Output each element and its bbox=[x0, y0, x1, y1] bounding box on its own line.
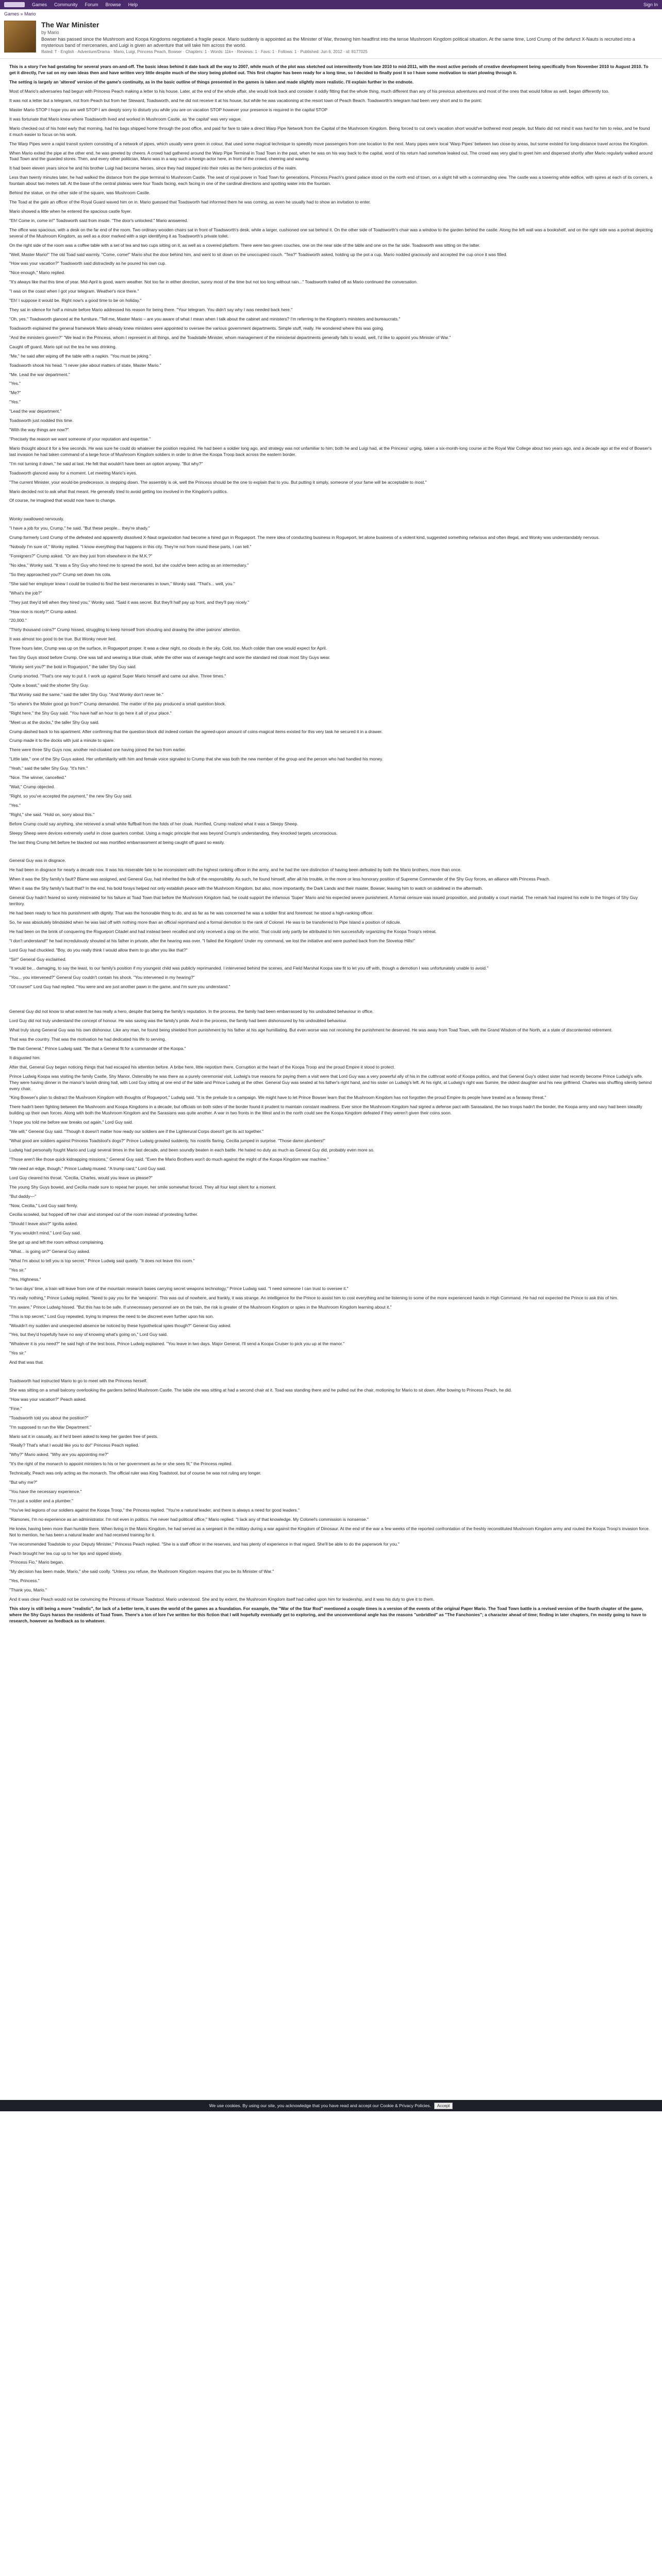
story-paragraph: "Wouldn't my sudden and unexpected absence be noticed by these hypothetical spies though?" General Guy asked. bbox=[9, 1323, 231, 1328]
nav-item-forum[interactable]: Forum bbox=[85, 2, 98, 7]
story-paragraph: "Wonky sent you?" the bold in Rogueport," the taller Shy Guy said. bbox=[9, 664, 137, 670]
story-paragraph: Behind the statue, on the other side of the square, was Mushroom Castle. bbox=[9, 190, 151, 196]
story-paragraph: Crump formerly Lord Crump of the defeated and apparently dissolved X-Naut organization had become a hired gun in Rogueport. The mere idea of conducting business in Rogueport, let alone business of a violent kind, suggested something nefarious and often illegal, and Wonky was understandably nervous. bbox=[9, 535, 600, 540]
story-paragraph: "How nice is nicely?" Crump asked. bbox=[9, 608, 77, 614]
story-paragraph: Ludwig had personally fought Mario and Luigi several times in the last decade, and been soundly beaten in each battle. He hated no duty as much as General Guy did, probably even more so. bbox=[9, 1147, 375, 1153]
story-paragraph: Lord Guy cleared his throat. "Cecilia, Charles, would you leave us please?" bbox=[9, 1175, 153, 1180]
story-paragraph: "Well, Master Mario!" The old Toad said warmly. "Come, come!" Mario shut the door behind him, and went to sit down on the unoccupied couch. "Tea?" Toadsworth asked, holding up the pot a cup. Mario nodded graciously and accepted the cup once it was filled. bbox=[9, 251, 507, 257]
story-paragraph: "Now, Cecilia," Lord Guy said firmly. bbox=[9, 1202, 78, 1208]
story-paragraph: "You... you intervened?" General Guy couldn't contain his shock. "You intervened in my hearing?" bbox=[9, 975, 195, 980]
story-paragraph: Master Mario STOP I hope you are well STOP I am deeply sorry to disturb you while you are on vacation STOP however your presence is required in the capital STOP bbox=[9, 107, 328, 112]
story-paragraph: "I have a job for you, Crump," he said. "But these people... they're shady." bbox=[9, 526, 150, 531]
cookie-spacer bbox=[9, 993, 653, 1009]
story-paragraph: "I've recommended Toadstole to your Deputy Minister," Princess Peach replied. "She is a staff officer in the reserves, and has plenty of experience in that regard. She'll be able to do the paperwork for you." bbox=[9, 1541, 400, 1547]
story-paragraph: Mario thought about it for a few seconds. He was sure he could do whatever the position required. He had been a soldier long ago, and strategy was not unfamiliar to him; both he and Luigi had, at the Princess' urging, taken a six-month-long course at the Royal War College about two years ago, and a decade ago at the end of Bowser's last invasion he had taken command of a large force of Mushroom Kingdom soldiers in order to drive the Koopa Troop back across the eastern border. bbox=[9, 445, 652, 457]
top-nav-bar bbox=[0, 0, 662, 9]
story-paragraph: "Yes sir." bbox=[9, 1350, 26, 1356]
story-paragraph: "But Wonky said the same," said the taller Shy Guy. "And Wonky don't never lie." bbox=[9, 691, 163, 697]
story-paragraph: Mario showed a little when he entered the spacious castle foyer. bbox=[9, 208, 132, 214]
story-title: The War Minister bbox=[41, 21, 100, 29]
story-section-5 bbox=[9, 1378, 653, 1603]
story-paragraph: "Yes, Princess." bbox=[9, 1578, 40, 1584]
story-paragraph: "Yeah," said the taller Shy Guy. "It's him." bbox=[9, 766, 88, 771]
story-paragraph: "But why me?" bbox=[9, 1480, 38, 1485]
story-paragraph: The Toad at the gate an officer of the Royal Guard waved him on in. Mario guessed that Toadsworth had informed them he was coming, as even he usually had to show an invitation to enter. bbox=[9, 199, 371, 205]
story-paragraph: Mario sat it in casually, as if he'd been asked to keep her garden free of pests. bbox=[9, 1433, 158, 1439]
story-paragraph: "If you wouldn't mind," Lord Guy said. bbox=[9, 1230, 81, 1236]
story-paragraph: "Yes, Highness." bbox=[9, 1276, 41, 1282]
story-paragraph: "What good are soldiers against Princess Toadstool's dogs?" Prince Ludwig growled suddenly, his nostrils flaring. Cecilia jumped in surprise. "Those damn plumbers!" bbox=[9, 1138, 325, 1144]
story-paragraph: "Little late," one of the Shy Guys asked. Her unfamiliarity with him and female voice signaled to Crump that she was both the new member of the group and the person who had handled his money. bbox=[9, 756, 384, 762]
story-cover-image bbox=[4, 21, 36, 53]
nav-item-games[interactable]: Games bbox=[32, 2, 47, 7]
story-paragraph: "King Bowser's plan to distract the Mushroom Kingdom with thoughts of Rogueport," Ludwig said. "It is the prelude to a campaign. We might have to let Prince Bowser learn that the Mushroom Kingdom has not forgotten the proud Empire its people have treated as a faraway threat." bbox=[9, 1095, 547, 1100]
story-paragraph: "Should I leave also?" Ignitia asked. bbox=[9, 1221, 78, 1227]
story-paragraph: What truly stung General Guy was his own dishonour. Like any man, he found being shielded from punishment by his father at his age humiliating. But even worse was not receiving the punishment he deserved. He was away from Toad Town, with the Grand Wisdom of the North, at a state of discontented retirement. bbox=[9, 1027, 613, 1033]
story-paragraph: It was not a letter but a telegram, not from Peach but from her Steward, Toadsworth, and he did not receive it at his house, but while he was vacationing at the resort town of Peach Beach. Toadsworth's telegram had been very short and to the point: bbox=[9, 97, 482, 103]
story-paragraph: "Why?" Mario asked. "Why are you appointing me?" bbox=[9, 1452, 109, 1458]
story-paragraph: "Nice. The winner, cancelled." bbox=[9, 775, 67, 781]
story-paragraph: Three hours later, Crump was up on the surface, in Rogueport proper. It was a clear night, no clouds in the sky. Cold, too. Much colder than one would expect for April. bbox=[9, 646, 327, 651]
story-paragraph: Before Crump could say anything, she retrieved a small white fluffball from the folds of her cloak. Horrified, Crump realized what it was a Sleepy Sheep. bbox=[9, 821, 299, 826]
story-paragraph: He had been ready to face his punishment with dignity. That was the honorable thing to do, and as far as he was concerned he was a soldier first and foremost: he stood a high-ranking officer. bbox=[9, 910, 374, 916]
story-paragraph: "No idea," Wonky said. "It was a Shy Guy who hired me to spread the word, but she could've been acting as an intermediary." bbox=[9, 562, 249, 568]
story-paragraph: He had been on the brink of conquering the Rogueport Citadel and had instead been recalled and only received a slap on the wrist. That could only partly be attributed to him successfully organizing the Koopa Troop's retreat. bbox=[9, 928, 437, 934]
story-paragraph: On the right side of the room was a coffee table with a set of tea and two cups sitting on it, as well as a covered platform. There were two green couches, one on the near side of the table and one on the far side. Toadsworth was sitting on the latter. bbox=[9, 242, 481, 248]
story-paragraph: "She said her employer knew I could be trusted to find the best mercenaries in town," Wonky said. "That's... well, you." bbox=[9, 581, 235, 586]
story-paragraph: "The current Minister, your would-be predecessor, is stepping down. The assembly is ok, well the Princess should be the one to explain that to you. But putting it simply, someone of your fame will be acceptable to most." bbox=[9, 479, 427, 485]
story-paragraph: "Me?" bbox=[9, 390, 21, 396]
author-note-setting: The setting is largely an 'altered' version of the game's continuity, as in the basic outline of things presented in the games is taken and made slightly more realistic. I'll explain further in the endnote. bbox=[9, 79, 414, 85]
story-paragraph: Cecilia scowled, but hopped off her chair and stomped out of the room instead of protesting further. bbox=[9, 1212, 198, 1217]
story-paragraph: "Lead the war department." bbox=[9, 409, 62, 414]
nav-item-help[interactable]: Help bbox=[128, 2, 138, 7]
section-divider bbox=[9, 507, 653, 513]
story-paragraph: "Oh, yes." Toadsworth glanced at the furniture. "Tell me, Master Mario – are you aware of what I mean when I talk about the cabinet and ministers? I'm referring to the Kingdom's ministers and bureaucrats." bbox=[9, 316, 401, 322]
story-paragraph: Crump dashed back to his apartment. After confirming that the question block did indeed contain the agreed-upon amount of coins-magical items existed for this very task he secured it in a drawer. bbox=[9, 728, 383, 734]
story-paragraph: That was the country. That was the motivation he had dedicated his life to serving. bbox=[9, 1037, 166, 1042]
cookie-accept-button[interactable]: Accept bbox=[434, 2103, 453, 2109]
section-divider bbox=[9, 1369, 653, 1375]
story-paragraph: Lord Guy did not truly understand the concept of honour. He was saving was the family's pride. And in the process, the family had been dishonoured by his undoubted behaviour. bbox=[9, 1018, 347, 1024]
cookie-banner bbox=[0, 2100, 662, 2111]
story-paragraph: Less than twenty minutes later, he had walked the distance from the pipe terminal to Mushroom Castle. The seat of royal power in Toad Town for generations, Princess Peach's grand palace stood on the north end of town, on a slight hill with a commanding view. The castle was a towering white edifice, with spires at each of its corners, a fountain about two meters tall. At the base of the central plateau were four Toads facing, each facing in one of the cardinal directions and spotting water into the fountain. bbox=[9, 175, 653, 187]
story-paragraph: And it was clear Peach would not be convincing the Princess of House Toadstool. Mario understood. She and by extent, the Mushroom Kingdom itself had called upon him for leadership, and it was his duty to give it to them. bbox=[9, 1597, 435, 1602]
story-paragraph: "You have the necessary experience." bbox=[9, 1489, 82, 1495]
story-paragraph: It disgusted him. bbox=[9, 1055, 41, 1060]
story-paragraph: "Yes sir." bbox=[9, 1267, 26, 1273]
story-paragraph: "Foreigners?" Crump asked. "Or are they just from elsewhere in the M.K.?" bbox=[9, 553, 153, 558]
story-paragraph: "With the way things are now?" bbox=[9, 427, 69, 433]
story-paragraph: "I'm not turning it down," he said at last. He felt that wouldn't have been an option anyway. "But why?" bbox=[9, 461, 203, 466]
story-paragraph: "20,000." bbox=[9, 618, 27, 623]
story-paragraph: Toadsworth explained the general framework Mario already knew ministers were appointed to oversee the various government departments. Simple stuff, really. He wondered where this was going. bbox=[9, 325, 384, 331]
author-note-intro: This is a story I've had gestating for several years on-and-off. The basic ideas behind it date back all the way to 2007, while much of the plot was sketched out intermittently from late 2010 to mid-2011, with the most active periods of creative development being specifically from November 2010 to August 2010. To get it directly, I've sat on my own ideas then and have written very little despite much of the story being plotted out. This first chapter has been ready for a long time, so I decided to finally post it so I have some motivation to start plowing through it. bbox=[9, 64, 649, 76]
story-paragraph: It had been eleven years since he and his brother Luigi had become heroes, since they had stepped into their roles as the hero protectors of the realm. bbox=[9, 165, 297, 171]
story-paragraph: "What... is going on?" General Guy asked. bbox=[9, 1249, 90, 1255]
story-paragraph: Crump made it to the docks with just a minute to spare. bbox=[9, 738, 115, 743]
story-paragraph: "Eh! I suppose it would be. Right now's a good time to be on holiday." bbox=[9, 298, 142, 303]
story-paragraph: The young Shy Guys bowed, and Cecilia made sure to repeat her prayer, her smile somewhat forced. They all four kept silent for a moment. bbox=[9, 1184, 276, 1190]
story-paragraph: "Princess Fio," Mario began. bbox=[9, 1560, 64, 1565]
story-paragraph: "Those aren't like those quick kidnapping missions," General Guy said. "Even the Mario Brothers won't do much against the might of the Koopa Kingdom war machine." bbox=[9, 1156, 329, 1162]
story-paragraph: Caught off guard, Mario spit out the tea he was drinking. bbox=[9, 344, 117, 349]
sign-in-link[interactable]: Sign In bbox=[643, 2, 658, 7]
author-endnote: This story is still being a more "realistic", for lack of a better term, it uses the world of the games as a foundation. For example, the "War of the Star Rod" mentioned a couple times is a version of the events of the original Paper Mario. The Toad Town battle is a revised version of the fourth chapter of the game, where the Shy Guys harass the residents of Toad Town. There's a ton of lore I've written for this fiction that I will hopefully eventually get to exploring, and the unconventional angle has the reasons "unbridled" as "The Fanchonies"; a character ahead of time; finding in later chapters, I'm mostly going to have to research, however as feedback as to whatever. bbox=[9, 1606, 647, 1623]
story-paragraph: "My decision has been made, Mario," she said coolly. "Unless you refuse, the Mushroom Kingdom requires that you be its Minister of War." bbox=[9, 1569, 274, 1574]
story-paragraph: "I hope you told me before war breaks out again," Lord Guy said. bbox=[9, 1120, 134, 1125]
story-paragraph: "Nice enough," Mario replied. bbox=[9, 270, 65, 276]
story-author[interactable]: by Mario bbox=[41, 30, 59, 35]
story-content bbox=[0, 59, 662, 1627]
story-paragraph: So, he was absolutely blindsided when he was laid off with nothing more than an official reprimand and a formal demotion to the rank of Colonel. He was to be transferred to Pipe Island a position of ridicule. bbox=[9, 919, 401, 925]
story-paragraph: "Fine." bbox=[9, 1405, 22, 1411]
story-paragraph: "What I'm about to tell you is top secret," Prince Ludwig said quietly. "It does not leave this room." bbox=[9, 1258, 195, 1264]
story-paragraph: Lord Guy had chuckled. "Boy, do you really think I would allow them to go after you like that?" bbox=[9, 947, 188, 953]
site-logo[interactable] bbox=[4, 2, 25, 7]
story-paragraph: General Guy did not know to what extent he has really a hero, despite that being the family's reputation. In the process, the family had been embarrassed by his undoubted behaviour in office. bbox=[9, 1009, 374, 1014]
story-paragraph: She was sitting on a small balcony overlooking the gardens behind Mushroom Castle. The table she was sitting at had a second chair at it. Toad was standing there and he pulled out the chair, motioning for Mario to sit down. After bowing to Princess Peach, he did. bbox=[9, 1387, 512, 1393]
story-paragraph: It was almost too good to be true. But Wonky never lied. bbox=[9, 636, 117, 642]
nav-item-community[interactable]: Community bbox=[54, 2, 78, 7]
story-paragraph: "It would be... damaging, to say the least, to our family's position if my youngest child was publicly reprimanded. I intervened behind the scenes, and Field Marshal Koopa saw fit to let you off with, though a demotion I was unfortunately unable to avoid." bbox=[9, 965, 489, 971]
story-paragraph: General Guy hadn't feared so sorely mistreated for his failure at Toad Town that before the Mushroom Kingdom had, he could support the infamous 'Super' Mario and his expected severe punishment. A formal censure was issued proposition, and probably a court martial. The remark had inspired his exile to the fringes of Shy Guy territory. bbox=[9, 895, 638, 907]
story-paragraph: "Quite a boast," said the shorter Shy Guy. bbox=[9, 682, 89, 688]
story-paragraph: "It's the right of the monarch to appoint ministers to his or her government as he or she sees fit," the Princess replied. bbox=[9, 1461, 233, 1467]
story-paragraph: When it was the Shy family's fault? Blame was assigned, and General Guy, had inherited the bulk of the responsibility. As such, he found himself, after all his trouble, in the more or less honorary position of Supreme Commander of the Shy Guy forces, an alliance with Princess Peach. bbox=[9, 876, 551, 882]
story-paragraph: When Mario exited the pipe at the other end, he was greeted by cheers. A crowd had gathered around the Warp Pipe Terminal in Toad Town in the past, when he was on his way back to the capital, word of his return had somehow leaked out. The crowd was very glad to greet him and dispersed shortly after Mario regularly walked around Toad Town and the guarded stores. Then, and every other politician, Mario was in a way such a foreign actor here, in front of the crowd, cheering and waving. bbox=[9, 150, 653, 162]
story-paragraph: He knew, having been more than humble there. When living in the Mario Kingdom, he had served as a sergeant in the military during a war against the Kingdom of Dinosaur. At the end of the war a few weeks of the reported confrontation of the freshly reconstituted Mushroom Kingdom army and routed the Koopa Troop's invasion force. Not to mention, he has been a natural leader and had received training for it. bbox=[9, 1526, 650, 1537]
story-paragraph: Two Shy Guys stood before Crump. One was tall and wearing a blue cloak, while the other was of average height and wore the standard red cloak most Shy Guys wear. bbox=[9, 655, 330, 660]
breadcrumb[interactable]: Games » Mario bbox=[4, 11, 36, 16]
story-paragraph: "Yes." bbox=[9, 399, 21, 405]
story-paragraph: "What's the job?" bbox=[9, 590, 42, 596]
story-paragraph: "Precisely the reason we want someone of your reputation and expertise." bbox=[9, 436, 151, 442]
story-paragraph: Mario checked out of his hotel early that morning, had his bags shipped home through the post office, and paid for fare to take a direct Warp Pipe Network from the Capital of the Mushroom Kingdom. Being forced to cut one's vacation short would've bothered most people, but Mario did not mind it was hard for him to relax, and he found it much easier to focus on his work. bbox=[9, 125, 650, 137]
story-paragraph: "Nobody I'm sure of," Wonky replied. "I know everything that happens in this city. They're not from round these parts, I can tell." bbox=[9, 544, 252, 550]
story-paragraph: It was fortunate that Mario knew where Toadsworth lived and worked in Mushroom Castle, as 'the capital' was very vague. bbox=[9, 116, 242, 122]
story-paragraph: "Right, so you've accepted the payment," the new Shy Guy said. bbox=[9, 793, 133, 799]
story-paragraph: "Be that General," Prince Ludwig said. "Be that a General fit for a commander of the Koopa." bbox=[9, 1045, 186, 1051]
story-paragraph: Crump snorted. "That's one way to put it. I work up against Super Mario himself and came out alive. Three times." bbox=[9, 673, 226, 679]
story-paragraph: The office was spacious, with a desk on the far end of the room. Two ordinary wooden chairs sat in front of Toadsworth's desk, while a larger, cushioned one sat behind it. On the other side of Toadsworth's chair was a window to the garden behind the castle. Along the left wall was a bookshelf, and on the right side was a portrait depicting several of the Mushroom Kingdom, as well as a door marked with a sign identifying it as Toadsworth's private toilet. bbox=[9, 227, 653, 239]
story-paragraph: "So where's the Mister good go from?" Crump demanded. The matter of the pay produced a small question block. bbox=[9, 701, 226, 706]
story-paragraph: And that was that. bbox=[9, 1360, 44, 1365]
story-paragraph: There were three Shy Guys now, another red-cloaked one having joined the two from earlier. bbox=[9, 747, 186, 753]
story-header bbox=[0, 19, 662, 59]
story-paragraph: "How was your vacation?" Peach asked. bbox=[9, 1396, 87, 1402]
story-paragraph: General Guy was in disgrace. bbox=[9, 858, 66, 863]
story-section-1 bbox=[9, 89, 653, 504]
story-paragraph: After that, General Guy began noticing things that had escaped his attention before. A bribe here, little nepotism there. Corruption at the heart of the Koopa Troop and the proud Empire it stood to protect. bbox=[9, 1064, 395, 1070]
story-paragraph: "How was your vacation?" Toadsworth said distractedly as he poured his own cup. bbox=[9, 261, 167, 266]
cookie-text: We use cookies. By using our site, you acknowledge that you have read and accept our Cookie & Privacy Policies. bbox=[209, 2103, 431, 2108]
story-paragraph: Sleepy Sheep were devices extremely useful in close quarters combat. Using a magic principle that was beyond Crump's understanding, they knocked targets unconscious. bbox=[9, 830, 338, 836]
story-paragraph: Peach brought her tea cup up to her lips and sipped slowly. bbox=[9, 1550, 123, 1556]
story-section-3 bbox=[9, 858, 653, 990]
story-paragraph: "Thank you, Mario." bbox=[9, 1587, 47, 1593]
story-paragraph: "We will," General Guy said. "Though it doesn't matter how ready our soldiers are if the Lighterural Corps doesn't get its act together." bbox=[9, 1129, 264, 1134]
story-paragraph: "Meet us at the docks," the taller Shy Guy said. bbox=[9, 719, 100, 725]
story-paragraph: Most of Mario's adversaries had begun with Princess Peach making a letter to his house. Later, at the end of the whole affair, she would look back and consider it oddly fitting that the whole thing, much different than any of his previous adventures and most of the ones that would follow as well, began differently too. bbox=[9, 89, 609, 94]
story-paragraph: "I was on the coast when I got your telegram. Weather's nice there." bbox=[9, 289, 139, 294]
story-paragraph: The Warp Pipes were a rapid transit system consisting of a network of pipes, which usually were green in colour, that used some magical technique to speedily move passengers from one location to the next. Many pipes were local 'Warp Pipes' between two close-by areas, but some existed for long-distance travel across the Kingdom. bbox=[9, 141, 649, 146]
story-paragraph: "Yes." bbox=[9, 802, 21, 808]
story-paragraph: Toadsworth glanced away for a moment. Let meeting Mario's eyes. bbox=[9, 470, 137, 476]
story-paragraph: "Wait," Crump objected. bbox=[9, 784, 55, 790]
story-paragraph: "I'm aware," Prince Ludwig hissed. "But this has to be safe. If unnecessary personnel are on the train, the risk is greater of the Mushroom Kingdom or spies in the Mushroom Kingdom learning about it." bbox=[9, 1304, 392, 1310]
story-paragraph: "Of course!" Lord Guy had replied. "You were and are just another pawn in the game, and I'm sure you understand." bbox=[9, 984, 230, 990]
story-paragraph: "Ramones, I'm no experience as an administrator. I'm not even in politics. I've never had political office," Mario replied. "I lack any of that knowledge. My Colonel's commission is nonsense." bbox=[9, 1516, 369, 1522]
story-paragraph: "Thirty thousand coins?" Crump hissed, struggling to keep himself from shouting and drawing the other patrons' attention. bbox=[9, 627, 241, 633]
story-paragraph: "And the ministers govern?" "We lead in the Princess, whom I represent in all things, and the Toadstalle Minister, whom management of the ministerial departments generally falls to would, well, I'd like to appoint you Minister of War." bbox=[9, 334, 451, 340]
story-paragraph: "Really? That's what I would like you to do!" Princess Peach replied. bbox=[9, 1443, 139, 1448]
nav-item-browse[interactable]: Browse bbox=[105, 2, 121, 7]
story-paragraph: "Right," she said. "Hold on, sorry about this." bbox=[9, 811, 95, 817]
story-paragraph: Toadsworth just nodded this time. bbox=[9, 418, 74, 423]
story-paragraph: Of course, he imagined that would now have to change. bbox=[9, 498, 116, 503]
story-paragraph: There hadn't been fighting between the Mushroom and Koopa Kingdoms in a decade, but officials on both sides of the border found it prudent to maintain constant readiness. Ever since the Mushroom Kingdom had signed a defense pact with Sarasaland, the two troops hadn't the border, the Koopa army and navy had been steadily building up their own forces. Along with both the Mushroom Kingdom and the Sarasians was quite another. A war in two fronts in the West and in the north could see the Koopa Kingdom defeated if they weren't given their coins soon. bbox=[9, 1104, 642, 1116]
story-paragraph: Toadsworth shook his head. "I never joke about matters of state, Master Mario." bbox=[9, 362, 161, 368]
story-paragraph: He had been in disgrace for nearly a decade now. It was his miserable fate to be inconsistent with the highest ranking officer in the army, and he had the rare distinction of having been defeated by both the Mario brothers, more than once. bbox=[9, 867, 462, 873]
story-section-4 bbox=[9, 1009, 653, 1366]
story-paragraph: "You've led legions of our soldiers against the Koopa Troop," the Princess replied. "You're a natural leader, and there is always a need for good leaders." bbox=[9, 1507, 300, 1513]
story-paragraph: Technically, Peach was only acting as the monarch. The official ruler was King Toadstool, but of course he was not ruling any longer. bbox=[9, 1470, 261, 1476]
story-paragraph: Toadsworth had instructed Mario to go to meet with the Princess herself. bbox=[9, 1378, 147, 1384]
story-paragraph: "Toadsworth told you about the position?" bbox=[9, 1415, 89, 1420]
story-paragraph: "We need an edge, though," Prince Ludwig mused. "A trump card," Lord Guy said. bbox=[9, 1165, 167, 1171]
story-meta bbox=[41, 21, 658, 54]
story-paragraph: "Me. Lead the war department." bbox=[9, 371, 70, 377]
story-paragraph: "Whatever it is you need?" he said high of the test boss, Prince Ludwig explained. "You leave in two days. Major General, I'll send a Koopa Cruiser to pick you up at the manor." bbox=[9, 1341, 345, 1347]
story-paragraph: "Eh! Come in, come in!" Toadsworth said from inside. "The door's unlocked." Mario answered. bbox=[9, 217, 188, 223]
story-paragraph: She got up and left the room without complaining. bbox=[9, 1240, 104, 1245]
story-stats: Rated: T · English · Adventure/Drama · Mario, Luigi, Princess Peach, Bowser · Chapters: 1 · Words: 11k+ · Reviews: 1 · Favs: 1 · Follows: 1 · Published: Jun 6, 2012 · id: 8177025 bbox=[41, 49, 368, 55]
story-paragraph: Prince Ludwig Koopa was visiting the family Castle, Shy Manor. Ostensibly he was there as a purely ceremonial visit, Ludwig's true reasons for paying them a visit were that Lord Guy was a very powerful ally of his in the cutthroat world of Koopa politics, and that General Guy's oldest sister had recently become Prince Ludwig's wife. They were having dinner in the manor's lavish dining hall, with Lord Guy sitting at one end of the table and Prince Ludwig at the other. General Guy was seated at his father's right hand, and his sister on Ludwig's left. At his right, at Ludwig's right was Sumire, the oldest daughter and his new girlfriend. Charles was shuffling silently behind every chair. bbox=[9, 1073, 652, 1091]
story-paragraph: "They just they'd tell when they hired you," Wonky said. "Said it was secret. But they'll half pay up front, and they'll pay nicely." bbox=[9, 599, 250, 605]
story-paragraph: Mario decided not to ask what that meant. He generally tried to avoid getting too involved in the Kingdom's politics. bbox=[9, 488, 228, 494]
story-paragraph: "Yes, but they'd hopefully have no way of knowing what's going on," Lord Guy said. bbox=[9, 1332, 168, 1337]
story-paragraph: "Sir!" General Guy exclaimed. bbox=[9, 956, 67, 962]
story-paragraph: "I'm just a soldier and a plumber." bbox=[9, 1498, 73, 1504]
story-paragraph: "It's really nothing," Prince Ludwig replied. "Need to pay you for the 'weapons'. This was out of nowhere, and frankly, it was strange. An intelligence for the Prince to assist him to cost everything and be listening to some of the more experienced hands in High Command. He had not expected the Prince to ask this of him. bbox=[9, 1295, 618, 1300]
story-paragraph: "This is top secret," Lord Guy repeated, trying to impress the need to be discreet even further upon his son. bbox=[9, 1313, 214, 1319]
story-paragraph: "Right here," the Shy Guy said. "You have half an hour to go here it all of your place." bbox=[9, 710, 172, 716]
story-paragraph: "In two days' time, a train will leave from one of the mountain research bases carrying secret weapons technology," Prince Ludwig said. "I need someone I can trust to oversee it." bbox=[9, 1285, 349, 1291]
section-divider bbox=[9, 849, 653, 855]
story-paragraph: "It's always like that this time of year. Mid-April is good, warm weather. Not too far in either direction, sunny most of the time but not too long without rain..." Toadsworth trailed off as Mario continued the conversation. bbox=[9, 279, 418, 285]
story-paragraph: When it was the Shy family's fault that? In the end, his bold forays helped not only establish peace with the Mushroom Kingdom, but also, more importantly, the Dark Lands and their master, Bowser, leaving him to watch on sidelined in the aftermath. bbox=[9, 886, 483, 891]
story-paragraph: They sat in silence for half a minute before Mario addressed his reason for being there. "Your telegram. You didn't say why I was needed back here." bbox=[9, 307, 293, 313]
story-paragraph: The last thing Crump felt before he blacked out was mortified embarrassment at being caught off guard so easily. bbox=[9, 839, 225, 845]
story-paragraph: "Yes." bbox=[9, 381, 21, 386]
story-paragraph: Wonky swallowed nervously. bbox=[9, 516, 64, 522]
story-section-2 bbox=[9, 516, 653, 845]
story-paragraph: "But daddy—" bbox=[9, 1193, 37, 1199]
story-paragraph: "I'm supposed to run the War Department." bbox=[9, 1424, 91, 1430]
story-summary: Bowser has passed since the Mushroom and Koopa Kingdoms negotiated a fragile peace. Mario suddenly is appointed as the Minister of War, throwing him headfirst into the tense Mushroom Kingdom political situation. At the same time, Lord Crump of the defunct X-Nauts is recruited into a mysterious band of mercenaries, and Luigi is given an adventure that will take him across the world. bbox=[41, 37, 635, 48]
story-paragraph: "I don't understand!" he had incredulously shouted at his father in private, after the hearing was over. "I failed the Kingdom! Under my command, we lost the initiative and were pushed back from the Stovetop Hills!" bbox=[9, 938, 416, 943]
story-paragraph: "So they approached you?" Crump set down his cola. bbox=[9, 571, 111, 577]
story-paragraph: "Me," he said after wiping off the table with a napkin. "You must be joking." bbox=[9, 353, 151, 359]
